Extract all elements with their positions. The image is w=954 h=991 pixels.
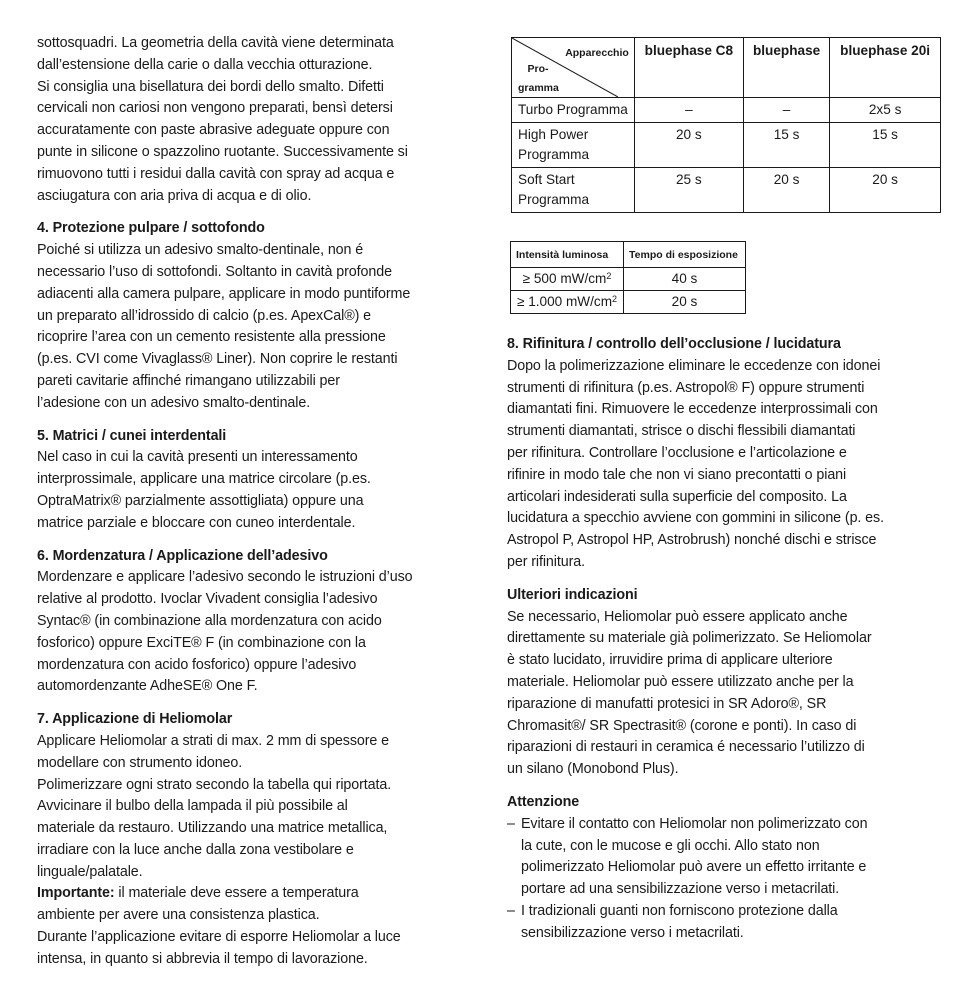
text-line: la cute, con le mucose e gli occhi. Allo stato non [521, 837, 820, 854]
section-heading: Ulteriori indicazioni [507, 586, 638, 603]
text-line: Poiché si utilizza un adesivo smalto-dentinale, non é [37, 242, 364, 259]
intensity-value: ≥ 500 mW/cm [522, 271, 607, 286]
warning-list [507, 814, 922, 945]
table-cell: 20 s [743, 168, 829, 213]
corner-label-device: Apparecchio [565, 47, 629, 59]
text-line: un preparato all’idrossido di calcio (p.es. ApexCal®) e [37, 307, 372, 324]
unit-exponent: 2 [612, 294, 618, 304]
text-line: rimuovono tutti i residui dalla cavità con spray ad acqua e [37, 165, 395, 182]
text-line: un silano (Monobond Plus). [507, 761, 679, 778]
text-line: articolari indesiderati sulla superficie del composito. La [507, 488, 847, 505]
text-line: Dopo la polimerizzazione eliminare le eccedenze con idonei [507, 357, 881, 374]
table-header-cell: Tempo di esposizione [624, 242, 746, 268]
text-line: ricoprire l’area con un cemento resistente alla pressione [37, 329, 386, 346]
table-cell: 25 s [634, 168, 743, 213]
text-line: intensa, in quanto si abbrevia il tempo di lavorazione. [37, 950, 368, 967]
left-column [37, 33, 452, 982]
table-row [511, 291, 746, 314]
text-line: polimerizzato Heliomolar può avere un effetto irritante e [521, 859, 867, 876]
text-line: necessario l’uso di sottofondi. Soltanto in cavità profonde [37, 263, 392, 280]
text-line: mordenzatura con acido fosforico) oppure l’adesivo [37, 656, 357, 673]
table-cell: 2x5 s [830, 98, 941, 123]
text-line: linguale/palatale. [37, 863, 143, 880]
text-line: Polimerizzare ogni strato secondo la tabella qui riportata. [37, 776, 392, 793]
corner-prog-text: Pro- gramma [518, 63, 559, 94]
text-line: ambiente per avere una consistenza plastica. [37, 907, 320, 924]
text-line: matrice parziale e bloccare con cuneo interdentale. [37, 514, 356, 531]
text-line: asciugatura con aria priva di acqua e di olio. [37, 187, 312, 204]
text-line: Evitare il contatto con Heliomolar non polimerizzato con [521, 815, 868, 832]
text-line: materiale da restauro. Utilizzando una matrice metallica, [37, 820, 388, 837]
section-heading: Attenzione [507, 793, 580, 810]
table-header-cell: Intensità luminosa [511, 242, 624, 268]
text-line: dall’estensione della carie o dalla vecchia otturazione. [37, 56, 373, 73]
text-line: materiale. Heliomolar può essere utilizzato anche per la [507, 673, 854, 690]
section-heading: 8. Rifinitura / controllo dell’occlusione / lucidatura [507, 336, 841, 352]
text-line: Applicare Heliomolar a strati di max. 2 mm di spessore e [37, 732, 389, 749]
text-line: OptraMatrix® parzialmente assottigliata) oppure una [37, 492, 364, 509]
text-line: sottosquadri. La geometria della cavità viene determinata [37, 35, 394, 51]
text-line: cervicali non cariosi non vengono preparati, bensì detersi [37, 100, 393, 117]
table-row [512, 168, 941, 213]
text-line: Syntac® (in combinazione alla mordenzatura con acido [37, 612, 382, 629]
text-line: Durante l’applicazione evitare di esporre Heliomolar a luce [37, 929, 401, 946]
row-label: High Power Programma [512, 123, 635, 168]
text-line: punte in silicone o spazzolino ruotante. Successivamente si [37, 143, 408, 160]
text-line: (p.es. CVI come Vivaglass® Liner). Non coprire le restanti [37, 351, 398, 368]
curing-program-table [511, 37, 941, 213]
table-row [512, 123, 941, 168]
section-heading: 7. Applicazione di Heliomolar [37, 711, 233, 728]
section-heading: 4. Protezione pulpare / sottofondo [37, 220, 265, 237]
text-line: per rifinitura. Controllare l’occlusione e l’articolazione e [507, 444, 847, 461]
row-label: Turbo Programma [512, 98, 635, 123]
text-line: modellare con strumento idoneo. [37, 754, 243, 771]
text-line: per rifinitura. [507, 553, 585, 570]
text-line: Chromasit®/ SR Spectrasit® (corone e ponti). In caso di [507, 717, 857, 734]
text-line: automordenzante AdheSE® One F. [37, 678, 258, 695]
text-line: Astropol P, Astropol HP, Astrobrush) nonché dischi e strisce [507, 532, 877, 549]
text-line: accuratamente con paste abrasive adeguate oppure con [37, 122, 390, 139]
text-line: riparazioni di restauri in ceramica é necessario l’utilizzo di [507, 739, 865, 756]
text-line: Mordenzare e applicare l’adesivo secondo le istruzioni d’uso [37, 569, 413, 586]
table-cell: – [743, 98, 829, 123]
section-heading: 6. Mordenzatura / Applicazione dell’adesivo [37, 547, 328, 564]
dash-bullet: – [507, 815, 515, 832]
intensity-value: ≥ 1.000 mW/cm [516, 294, 613, 309]
text-line: fosforico) oppure ExciTE® F (in combinazione con la [37, 634, 366, 651]
text-line: Si consiglia una bisellatura dei bordi dello smalto. Difetti [37, 78, 384, 95]
right-column [507, 334, 922, 956]
row-label: Soft Start Programma [512, 168, 635, 213]
table-header-cell: bluephase C8 [634, 38, 743, 98]
section-attenzione [507, 792, 922, 945]
text-line: irradiare con la luce anche dalla zona vestibolare e [37, 841, 354, 858]
table-cell: 20 s [830, 168, 941, 213]
text-line: relative al prodotto. Ivoclar Vivadent consiglia l’adesivo [37, 591, 378, 608]
corner-label-program [518, 60, 558, 98]
text-line: riparazione di manufatti protesici in SR Adoro®, SR [507, 695, 827, 712]
intensity-cell [511, 291, 624, 314]
table-header-row [512, 38, 941, 98]
section-4 [37, 218, 452, 414]
text-line: sensibilizzazione verso i metacrilati. [521, 924, 744, 941]
section-7 [37, 709, 452, 971]
time-cell: 20 s [624, 291, 746, 314]
table-header-row [511, 242, 746, 268]
list-item [507, 901, 922, 945]
text-line: pareti cavitarie affinché rimangano utilizzabili per [37, 372, 340, 389]
intensity-cell [511, 268, 624, 291]
text-line: Se necessario, Heliomolar può essere applicato anche [507, 608, 848, 625]
text-line: è stato lucidato, irruvidire prima di applicare ulteriore [507, 652, 833, 669]
intro-paragraph [37, 33, 452, 207]
dash-bullet: – [507, 902, 515, 919]
section-heading: 5. Matrici / cunei interdentali [37, 427, 227, 444]
table-row [511, 268, 746, 291]
section-6 [37, 546, 452, 699]
text-line: strumenti diamantati, strisce o dischi flessibili diamantati [507, 423, 856, 440]
text-line: Nel caso in cui la cavità presenti un interessamento [37, 449, 358, 466]
text-line: interprossimale, applicare una matrice circolare (p.es. [37, 471, 371, 488]
section-ulteriori [507, 585, 922, 781]
text-line: Avvicinare il bulbo della lampada il più possibile al [37, 798, 348, 815]
time-cell: 40 s [624, 268, 746, 291]
unit-exponent: 2 [606, 271, 612, 281]
text-line: portare ad una sensibilizzazione verso i metacrilati. [521, 881, 840, 898]
important-text: il materiale deve essere a temperatura [114, 885, 359, 902]
list-item [507, 814, 922, 901]
table-row [512, 98, 941, 123]
table-header-cell: bluephase 20i [830, 38, 941, 98]
text-line: direttamente su materiale già polimerizzato. Se Heliomolar [507, 630, 872, 647]
table-header-cell: bluephase [743, 38, 829, 98]
table-cell: 15 s [743, 123, 829, 168]
section-8 [507, 334, 922, 574]
table-cell: 15 s [830, 123, 941, 168]
text-line: l’adesione con un adesivo smalto-dentinale. [37, 394, 311, 411]
important-line [37, 883, 452, 905]
text-line: rifinire in modo tale che non vi siano precontatti o piani [507, 466, 847, 483]
table-cell: – [634, 98, 743, 123]
light-intensity-table [510, 241, 746, 314]
important-label: Importante: [37, 885, 115, 902]
table-cell: 20 s [634, 123, 743, 168]
table-corner-cell [512, 38, 635, 98]
text-line: lucidatura a specchio avviene con gommini in silicone (p. es. [507, 510, 884, 527]
text-line: adiacenti alla camera pulpare, applicare in modo puntiforme [37, 285, 411, 302]
text-line: strumenti di rifinitura (p.es. Astropol® F) oppure strumenti [507, 379, 865, 396]
section-5 [37, 426, 452, 535]
text-line: diamantati fini. Rimuovere le eccedenze interprossimali con [507, 401, 878, 418]
text-line: I tradizionali guanti non forniscono protezione dalla [521, 902, 838, 919]
